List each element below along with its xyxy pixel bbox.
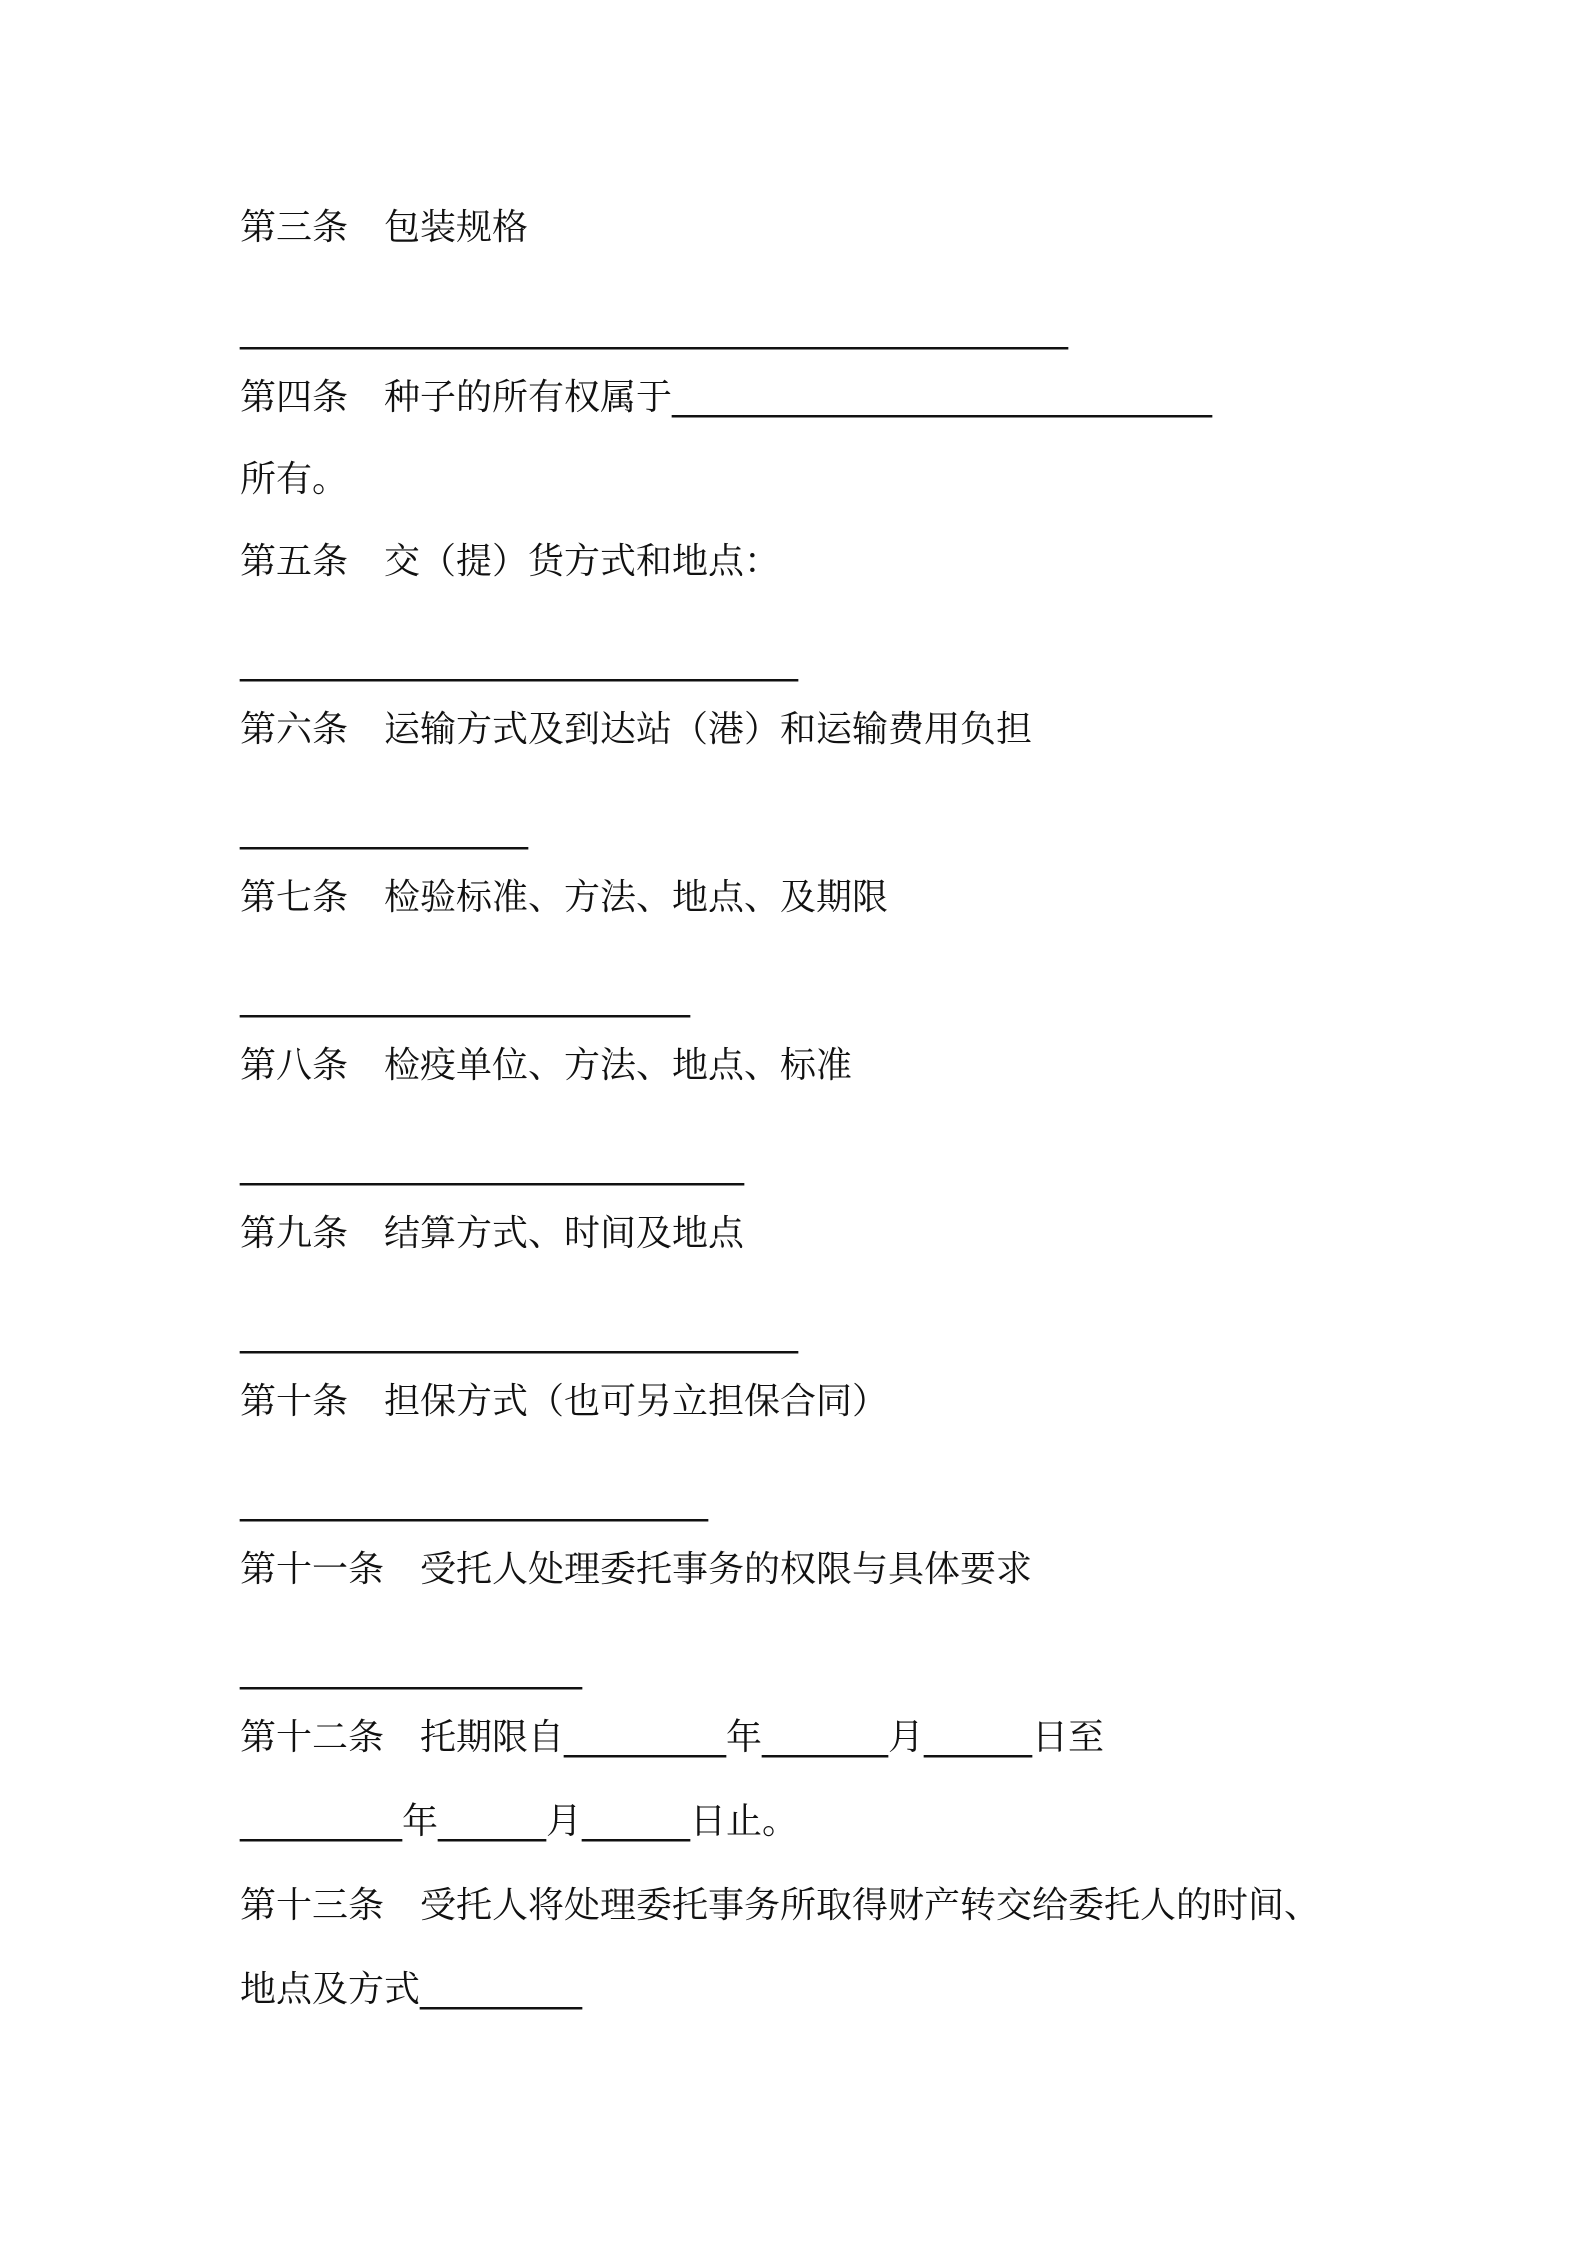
article-4-heading: 第四条 种子的所有权属于______________________________ — [240, 377, 1213, 418]
article-5-heading: 第五条 交（提）货方式和地点： — [240, 541, 781, 582]
article-5-blank-line: _______________________________ — [240, 641, 798, 682]
article-6-blank-line: ________________ — [240, 809, 528, 850]
article-3-heading: 第三条 包装规格 — [240, 207, 529, 248]
article-6-heading: 第六条 运输方式及到达站（港）和运输费用负担 — [240, 709, 1033, 750]
article-11-heading: 第十一条 受托人处理委托事务的权限与具体要求 — [240, 1549, 1033, 1590]
article-12-heading: 第十二条 托期限自_________年_______月______日至 — [240, 1717, 1105, 1758]
article-13-continuation: 地点及方式_________ — [240, 1969, 583, 2010]
article-13-heading: 第十三条 受托人将处理委托事务所取得财产转交给委托人的时间、 — [240, 1885, 1321, 1926]
article-10-blank-line: __________________________ — [240, 1481, 708, 1522]
article-11-blank-line: ___________________ — [240, 1649, 582, 1690]
article-3-blank-line: ______________________________________________ — [240, 309, 1068, 350]
article-12-continuation: _________年______月______日止。 — [240, 1801, 799, 1842]
article-7-blank-line: _________________________ — [240, 977, 690, 1018]
article-9-blank-line: _______________________________ — [240, 1313, 798, 1354]
article-9-heading: 第九条 结算方式、时间及地点 — [240, 1213, 745, 1254]
article-7-heading: 第七条 检验标准、方法、地点、及期限 — [240, 877, 889, 918]
article-10-heading: 第十条 担保方式（也可另立担保合同） — [240, 1381, 889, 1422]
article-4-continuation: 所有。 — [240, 459, 349, 500]
article-8-blank-line: ____________________________ — [240, 1145, 744, 1186]
article-8-heading: 第八条 检疫单位、方法、地点、标准 — [240, 1045, 853, 1086]
